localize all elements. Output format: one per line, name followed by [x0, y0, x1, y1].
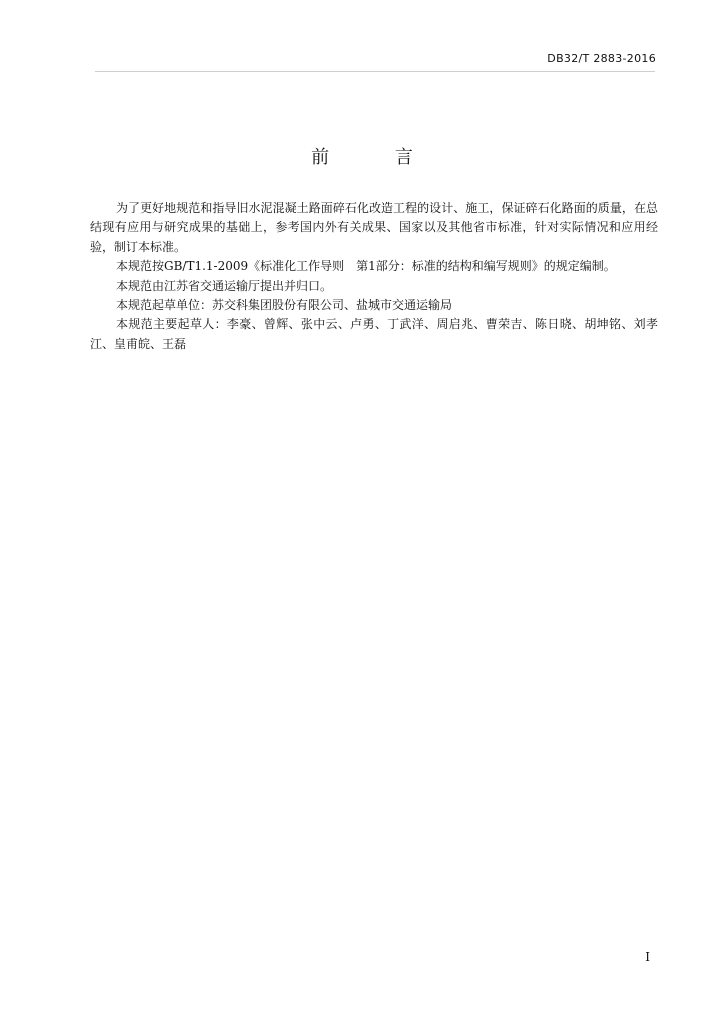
paragraph-proposer: 本规范由江苏省交通运输厅提出并归口。: [116, 278, 333, 293]
paragraph-purpose: 为了更好地规范和指导旧水泥混凝土路面碎石化改造工程的设计、施工，保证碎石化路面的质量，在总结现有应用与研究成果的基础上，参考国内外有关成果、国家以及其他省市标准，针对实际情况和应用经验，制订本标准。: [90, 201, 658, 254]
page-title: 前 言: [311, 147, 443, 168]
preface-body: [90, 199, 658, 354]
paragraph-drafting-rules: 本规范按GB/T1.1-2009《标准化工作导则 第1部分：标准的结构和编写规则》的规定编制。: [116, 259, 616, 274]
paragraph-drafting-units: 本规范起草单位：苏交科集团股份有限公司、盐城市交通运输局: [116, 298, 453, 313]
paragraph-drafters: 本规范主要起草人：李豪、曾辉、张中云、卢勇、丁武洋、周启兆、曹荣吉、陈日晓、胡坤铭、刘孝江、皇甫皖、王磊: [90, 317, 658, 351]
standard-code: DB32/T 2883-2016: [547, 52, 656, 65]
page-number: I: [645, 950, 650, 964]
header-divider: [95, 71, 655, 72]
